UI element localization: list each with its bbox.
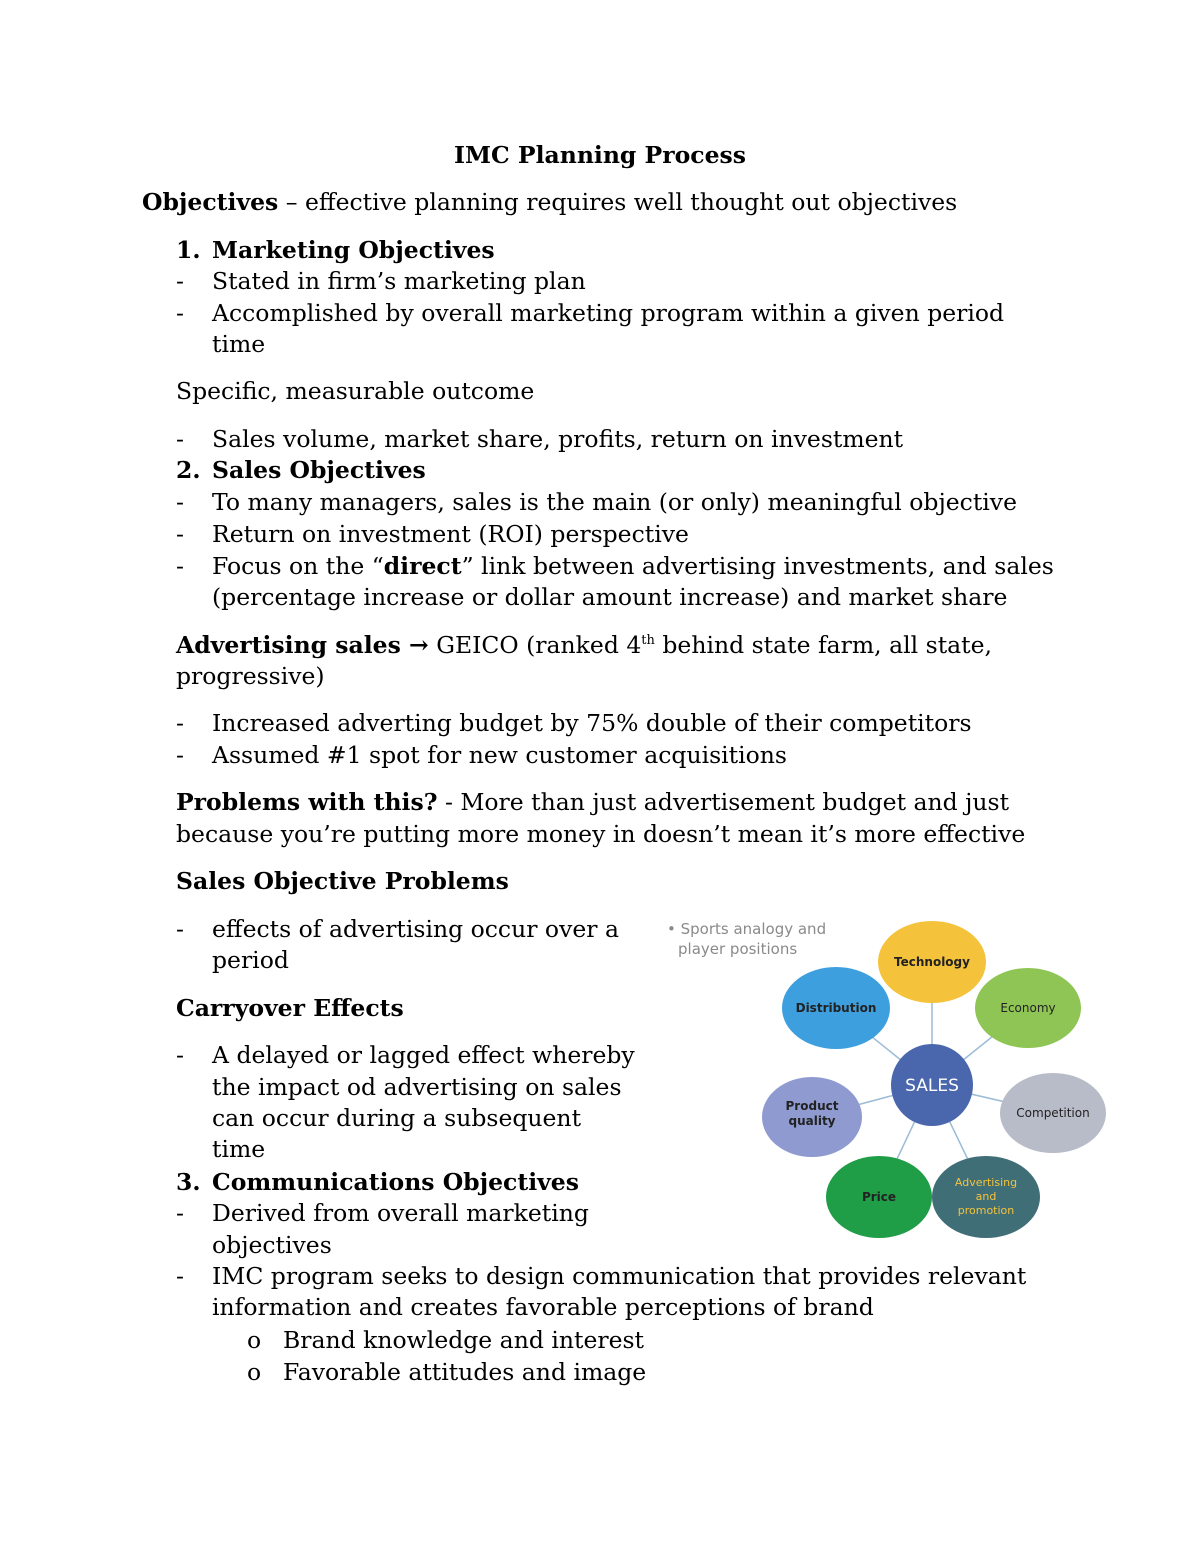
comm-bullet-2: IMC program seeks to design communication that provides relevant bbox=[212, 1262, 1027, 1290]
dash: - bbox=[176, 915, 184, 943]
sop-bullet-1: effects of advertising occur over a bbox=[212, 915, 619, 943]
adsales-line bbox=[176, 630, 992, 661]
sales-heading: Sales Objectives bbox=[212, 456, 426, 484]
product-label-2: quality bbox=[788, 1114, 836, 1128]
objectives-text: – effective planning requires well thought out objectives bbox=[278, 188, 958, 216]
sales-bullet-3-bold: direct bbox=[383, 552, 462, 580]
problems-line bbox=[176, 787, 1009, 818]
technology-label: Technology bbox=[894, 955, 970, 969]
comm-bullet-1-cont: objectives bbox=[212, 1231, 332, 1259]
dash: - bbox=[176, 741, 184, 769]
adsales-sup: th bbox=[641, 633, 655, 648]
dash: - bbox=[176, 1199, 184, 1227]
dash: - bbox=[176, 299, 184, 327]
marketing-bullet-2: Accomplished by overall marketing program within a given period bbox=[212, 299, 1005, 327]
sales-bullet-3-pre: Focus on the “ bbox=[212, 552, 384, 580]
sales-bullet-2: Return on investment (ROI) perspective bbox=[212, 520, 689, 548]
carry-line-1: A delayed or lagged effect whereby bbox=[212, 1041, 635, 1069]
carry-line-2: the impact od advertising on sales bbox=[212, 1073, 622, 1101]
sales-bullet-3 bbox=[212, 551, 1054, 582]
dash: - bbox=[176, 520, 184, 548]
marketing-bullet-1: Stated in firm’s marketing plan bbox=[212, 267, 586, 295]
objectives-label: Objectives bbox=[142, 188, 279, 216]
comm-heading: Communications Objectives bbox=[212, 1168, 579, 1196]
economy-label: Economy bbox=[1000, 1001, 1056, 1015]
sub-bullet: o bbox=[247, 1326, 262, 1354]
dash: - bbox=[176, 709, 184, 737]
comm-sub-2: Favorable attitudes and image bbox=[283, 1358, 647, 1386]
specific-outcome: Specific, measurable outcome bbox=[176, 377, 535, 405]
objectives-line bbox=[142, 187, 957, 218]
distribution-label: Distribution bbox=[795, 1001, 877, 1015]
carry-line-4: time bbox=[212, 1135, 266, 1163]
dash: - bbox=[176, 552, 184, 580]
sales-bullet-1: To many managers, sales is the main (or only) meaningful objective bbox=[212, 488, 1017, 516]
advertising-label-3: promotion bbox=[957, 1204, 1015, 1217]
carry-line-3: can occur during a subsequent bbox=[212, 1104, 582, 1132]
dash: - bbox=[176, 1041, 184, 1069]
product-label-1: Product bbox=[785, 1099, 839, 1113]
dash: - bbox=[176, 488, 184, 516]
marketing-bullet-3: Sales volume, market share, profits, return on investment bbox=[212, 425, 904, 453]
advertising-label-1: Advertising bbox=[954, 1176, 1018, 1189]
problems-text: - More than just advertisement budget and just bbox=[437, 788, 1010, 816]
sub-bullet: o bbox=[247, 1358, 262, 1386]
adsales-text-2: behind state farm, all state, bbox=[654, 631, 992, 659]
problems-line-2: because you’re putting more money in doesn’t mean it’s more effective bbox=[176, 820, 1026, 848]
dash: - bbox=[176, 425, 184, 453]
dash: - bbox=[176, 267, 184, 295]
marketing-bullet-2-cont: time bbox=[212, 330, 266, 358]
sales-number: 2. bbox=[176, 456, 201, 484]
caption-line-2: player positions bbox=[678, 940, 798, 958]
sales-bullet-3-cont: (percentage increase or dollar amount increase) and market share bbox=[212, 583, 1008, 611]
comm-number: 3. bbox=[176, 1168, 201, 1196]
sales-bullet-3-post: ” link between advertising investments, and sales bbox=[461, 552, 1054, 580]
price-label: Price bbox=[861, 1190, 897, 1204]
comm-bullet-2-cont: information and creates favorable perceptions of brand bbox=[212, 1293, 874, 1321]
dash: - bbox=[176, 1262, 184, 1290]
adsales-line-2: progressive) bbox=[176, 662, 325, 690]
sop-bullet-1-cont: period bbox=[212, 946, 289, 974]
competition-label: Competition bbox=[1016, 1106, 1090, 1120]
marketing-number: 1. bbox=[176, 236, 201, 264]
carry-heading: Carryover Effects bbox=[176, 994, 404, 1022]
adsales-bullet-1: Increased adverting budget by 75% double of their competitors bbox=[212, 709, 972, 737]
adsales-text: GEICO (ranked 4 bbox=[428, 631, 642, 659]
marketing-heading: Marketing Objectives bbox=[212, 236, 495, 264]
advertising-label-2: and bbox=[975, 1190, 997, 1203]
sales-diagram bbox=[660, 910, 1120, 1245]
adsales-bullet-2: Assumed #1 spot for new customer acquisitions bbox=[212, 741, 787, 769]
page-title: IMC Planning Process bbox=[454, 141, 746, 169]
caption-line-1: • Sports analogy and bbox=[667, 920, 827, 938]
sales-center-label: SALES bbox=[905, 1076, 959, 1096]
problems-label: Problems with this? bbox=[176, 788, 438, 816]
sop-heading: Sales Objective Problems bbox=[176, 867, 509, 895]
comm-bullet-1: Derived from overall marketing bbox=[212, 1199, 589, 1227]
comm-sub-1: Brand knowledge and interest bbox=[283, 1326, 644, 1354]
adsales-label: Advertising sales → bbox=[176, 631, 429, 659]
